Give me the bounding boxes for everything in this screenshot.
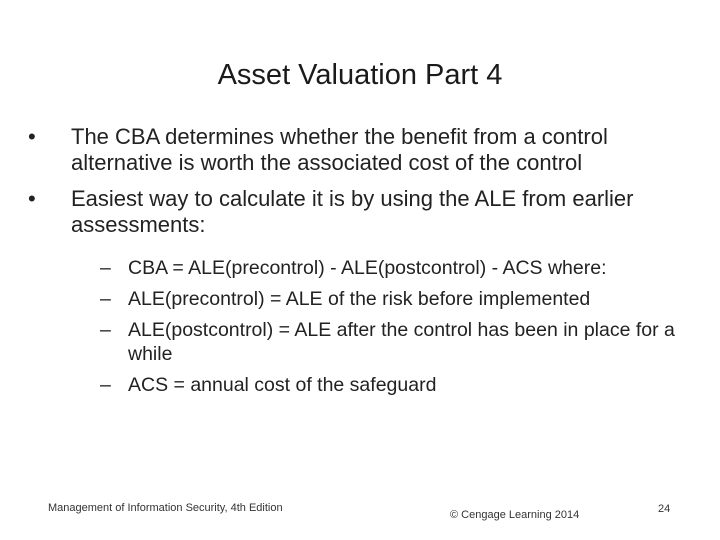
bullet-text: The CBA determines whether the benefit from a control alternative is worth the associated cost of the control xyxy=(71,124,608,175)
page-number: 24 xyxy=(658,503,671,515)
sub-bullet-marker: – xyxy=(100,374,111,396)
sub-bullet-item xyxy=(28,318,698,366)
sub-bullet-marker: – xyxy=(100,319,111,341)
sub-bullet-marker: – xyxy=(100,257,111,279)
footer-copyright: © Cengage Learning 2014 xyxy=(450,509,580,521)
sub-bullet-text: ACS = annual cost of the safeguard xyxy=(128,374,437,396)
bullet-item xyxy=(28,186,698,238)
bullet-marker: • xyxy=(28,124,36,149)
sub-bullet-list xyxy=(28,256,698,397)
footer-book-title: Management of Information Security, 4th Edition xyxy=(48,502,283,514)
slide-title: Asset Valuation Part 4 xyxy=(217,59,503,91)
bullet-text: Easiest way to calculate it is by using the ALE from earlier assessments: xyxy=(71,186,634,237)
sub-bullet-item xyxy=(28,287,698,311)
bullet-item xyxy=(28,124,698,176)
sub-bullet-text: ALE(precontrol) = ALE of the risk before implemented xyxy=(128,288,591,310)
sub-bullet-text: ALE(postcontrol) = ALE after the control has been in place for a while xyxy=(128,319,675,365)
bullet-marker: • xyxy=(28,186,36,211)
sub-bullet-text: CBA = ALE(precontrol) - ALE(postcontrol) - ACS where: xyxy=(128,257,607,279)
sub-bullet-marker: – xyxy=(100,288,111,310)
sub-bullet-item xyxy=(28,256,698,280)
sub-bullet-item xyxy=(28,373,698,397)
slide-body xyxy=(28,124,698,404)
